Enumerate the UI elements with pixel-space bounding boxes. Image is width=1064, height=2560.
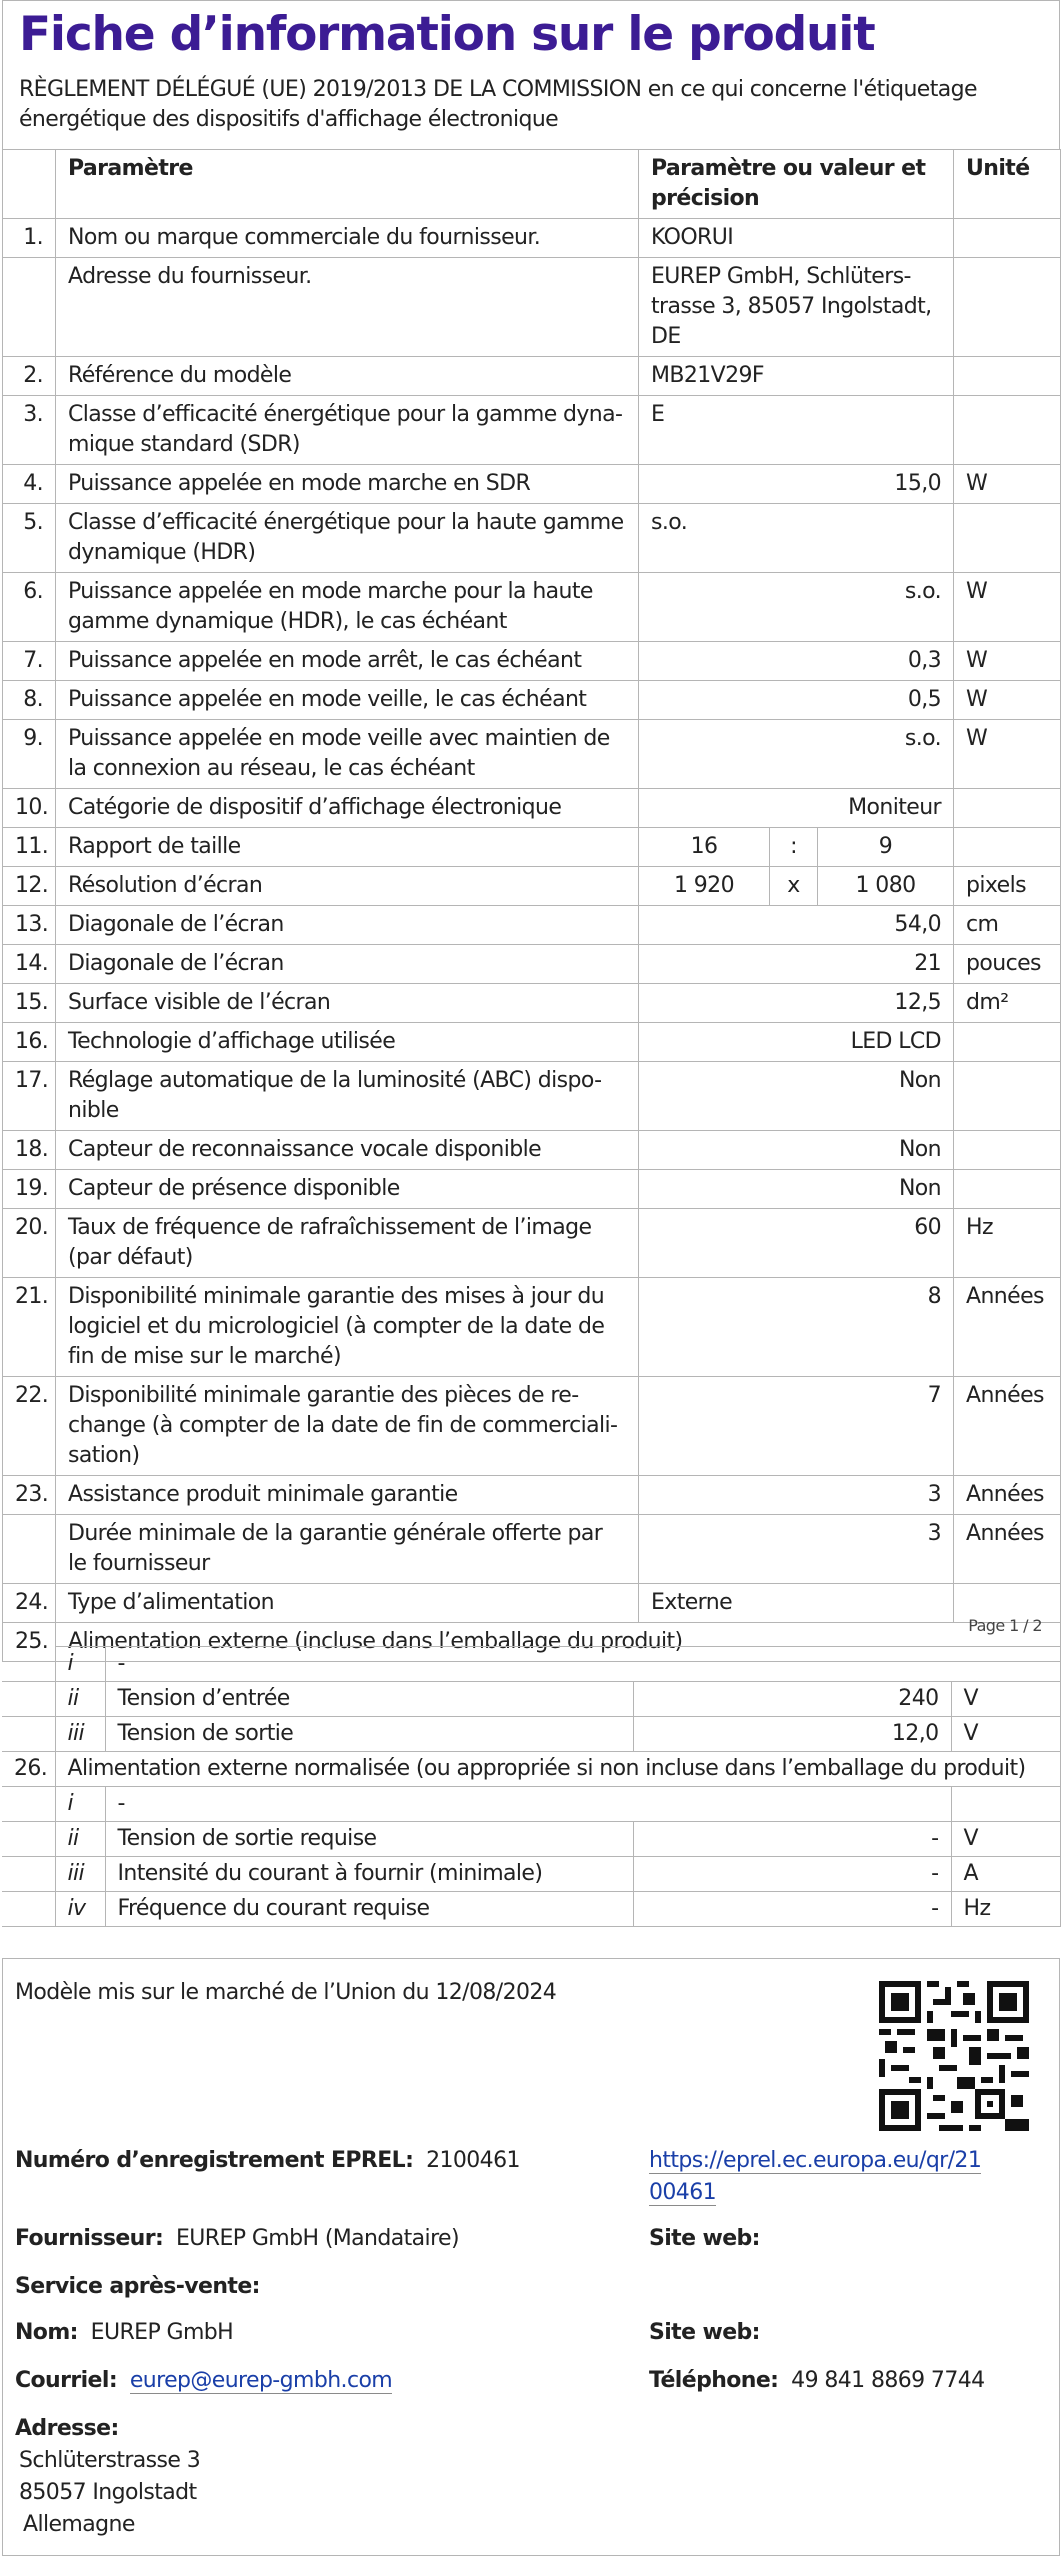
parameter-table — [2, 149, 1061, 1662]
table-row — [2, 1892, 1060, 1927]
sub-unit: V — [951, 1682, 1060, 1717]
table-row — [3, 1170, 1061, 1209]
table-row — [2, 1857, 1060, 1892]
row-unit: Années — [954, 1278, 1061, 1377]
sub-value: 12,0 — [633, 1717, 951, 1752]
header-unit: Unité — [954, 150, 1061, 219]
row-label: Référence du modèle — [56, 357, 639, 396]
sheet-header — [2, 0, 1060, 149]
row-value: Non — [639, 1062, 954, 1131]
row-unit: W — [954, 573, 1061, 642]
row-number — [3, 1515, 56, 1584]
market-date: Modèle mis sur le marché de l’Union du 12/08/2024 — [15, 1980, 557, 2005]
row-number: 22. — [3, 1377, 56, 1476]
row-label: Capteur de reconnaissance vocale disponible — [56, 1131, 639, 1170]
table-row — [3, 1377, 1061, 1476]
aspect-ratio-separator: : — [770, 828, 818, 867]
sub-unit — [951, 1787, 1060, 1822]
table-header-row — [3, 150, 1061, 219]
row-number: 5. — [3, 504, 56, 573]
spacer-cell — [2, 1787, 55, 1822]
table-row — [3, 720, 1061, 789]
row-unit: W — [954, 720, 1061, 789]
eprel-link[interactable]: https://eprel.ec.europa.eu/qr/21 — [649, 2148, 982, 2173]
spacer-cell — [2, 1892, 55, 1927]
row-number: 10. — [3, 789, 56, 828]
psu-included-table — [2, 1646, 1061, 1927]
row-unit: pixels — [954, 867, 1061, 906]
row-label: Puissance appelée en mode veille, le cas échéant — [56, 681, 639, 720]
row-unit — [954, 504, 1061, 573]
row-unit — [954, 258, 1061, 357]
table-row — [3, 573, 1061, 642]
supplier-info-box — [2, 1958, 1060, 2556]
supplier-value: EUREP GmbH (Mandataire) — [175, 2226, 459, 2251]
table-row — [2, 1647, 1060, 1682]
row-value: 0,5 — [639, 681, 954, 720]
row-number: 4. — [3, 465, 56, 504]
row-value: 21 — [639, 945, 954, 984]
table-row — [3, 867, 1061, 906]
row-label: Diagonale de l’écran — [56, 906, 639, 945]
spacer-cell — [2, 1822, 55, 1857]
spacer-cell — [2, 1857, 55, 1892]
address-line-city: 85057 Ingolstadt — [19, 2480, 197, 2505]
row-label: Diagonale de l’écran — [56, 945, 639, 984]
spacer-cell — [2, 1682, 55, 1717]
row-label: Classe d’efficacité énergétique pour la gamme dyna-mique standard (SDR) — [56, 396, 639, 465]
address-line-street: Schlüterstrasse 3 — [19, 2448, 201, 2473]
row-number: 21. — [3, 1278, 56, 1377]
row-value: 3 — [639, 1515, 954, 1584]
row-number: 17. — [3, 1062, 56, 1131]
spacer-cell — [2, 1717, 55, 1752]
address-block — [15, 2413, 200, 2541]
address-line-country: Allemagne — [23, 2512, 135, 2537]
sub-unit: V — [951, 1717, 1060, 1752]
row-value: 60 — [639, 1209, 954, 1278]
sub-index: i — [55, 1647, 105, 1682]
row-value: 8 — [639, 1278, 954, 1377]
supplier-row — [15, 2223, 459, 2255]
table-row — [3, 465, 1061, 504]
row-unit: dm² — [954, 984, 1061, 1023]
sub-index: ii — [55, 1822, 105, 1857]
supplier-label: Fournisseur: — [15, 2226, 164, 2251]
row-value: E — [639, 396, 954, 465]
table-row — [3, 1062, 1061, 1131]
sub-label: - — [105, 1647, 1060, 1682]
address-label: Adresse: — [15, 2416, 119, 2441]
sub-label: Tension de sortie — [105, 1717, 633, 1752]
row-label: Capteur de présence disponible — [56, 1170, 639, 1209]
email-link[interactable]: eurep@eurep-gmbh.com — [129, 2368, 393, 2393]
sub-label: Fréquence du courant requise — [105, 1892, 633, 1927]
eprel-link-continued[interactable]: 00461 — [649, 2180, 716, 2205]
product-info-sheet — [2, 0, 1060, 1662]
regulation-subtitle: RÈGLEMENT DÉLÉGUÉ (UE) 2019/2013 DE LA COMMISSION en ce qui concerne l'étiquetage énergétique des dispositifs d'affichage électronique — [19, 77, 977, 132]
table-row — [3, 828, 1061, 867]
row-number: 26. — [2, 1752, 55, 1787]
sub-label: - — [105, 1787, 951, 1822]
row-value: s.o. — [639, 573, 954, 642]
table-row — [3, 1515, 1061, 1584]
website-label-2 — [649, 2317, 760, 2349]
header-value: Paramètre ou valeur et précision — [639, 150, 954, 219]
sub-label: Tension de sortie requise — [105, 1822, 633, 1857]
row-number: 12. — [3, 867, 56, 906]
row-number: 9. — [3, 720, 56, 789]
eprel-label: Numéro d’enregistrement EPREL: — [15, 2148, 414, 2173]
row-number: 13. — [3, 906, 56, 945]
sub-value: - — [633, 1857, 951, 1892]
row-value: 0,3 — [639, 642, 954, 681]
row-number: 1. — [3, 219, 56, 258]
row-value: 12,5 — [639, 984, 954, 1023]
row-unit: Années — [954, 1515, 1061, 1584]
resolution-height: 1 080 — [818, 867, 954, 906]
sub-index: iii — [55, 1857, 105, 1892]
phone-value: 49 841 8869 7744 — [791, 2368, 985, 2393]
sub-unit: Hz — [951, 1892, 1060, 1927]
row-value: MB21V29F — [639, 357, 954, 396]
row-value: Non — [639, 1131, 954, 1170]
row-number: 25. — [3, 1623, 56, 1662]
sub-index: iii — [55, 1717, 105, 1752]
name-value: EUREP GmbH — [90, 2320, 234, 2345]
name-label: Nom: — [15, 2320, 78, 2345]
row-label: Disponibilité minimale garantie des pièces de re-change (à compter de la date de fin de commerciali-sation) — [56, 1377, 639, 1476]
table-row — [3, 1476, 1061, 1515]
row-number: 19. — [3, 1170, 56, 1209]
aspect-ratio-width: 16 — [639, 828, 770, 867]
table-row — [3, 1023, 1061, 1062]
row-label: Durée minimale de la garantie générale offerte par le fournisseur — [56, 1515, 639, 1584]
service-label — [15, 2271, 260, 2303]
sub-value: - — [633, 1892, 951, 1927]
row-label: Type d’alimentation — [56, 1584, 639, 1623]
row-value: EUREP GmbH, Schlüters-trasse 3, 85057 Ingolstadt, DE — [639, 258, 954, 357]
row-label: Puissance appelée en mode marche pour la haute gamme dynamique (HDR), le cas échéant — [56, 573, 639, 642]
sub-label: Intensité du courant à fournir (minimale) — [105, 1857, 633, 1892]
sub-value: 240 — [633, 1682, 951, 1717]
row-unit — [954, 789, 1061, 828]
row-unit — [954, 1023, 1061, 1062]
row-value: 54,0 — [639, 906, 954, 945]
table-row — [2, 1752, 1060, 1787]
row-number: 6. — [3, 573, 56, 642]
phone-label: Téléphone: — [649, 2368, 779, 2393]
row-label: Technologie d’affichage utilisée — [56, 1023, 639, 1062]
eprel-link-block — [649, 2145, 981, 2209]
sub-index: iv — [55, 1892, 105, 1927]
table-row — [3, 219, 1061, 258]
email-row — [15, 2365, 392, 2397]
row-unit: W — [954, 681, 1061, 720]
row-label: Puissance appelée en mode arrêt, le cas échéant — [56, 642, 639, 681]
table-row — [3, 984, 1061, 1023]
table-row — [3, 789, 1061, 828]
row-value: Externe — [639, 1584, 954, 1623]
header-num-cell — [3, 150, 56, 219]
email-label: Courriel: — [15, 2368, 118, 2393]
qr-code[interactable] — [879, 1981, 1029, 2131]
row-unit — [954, 1170, 1061, 1209]
row-value: 15,0 — [639, 465, 954, 504]
sub-unit: A — [951, 1857, 1060, 1892]
row-label: Puissance appelée en mode marche en SDR — [56, 465, 639, 504]
row-value: Moniteur — [639, 789, 954, 828]
row-label: Alimentation externe (incluse dans l’emballage du produit) — [56, 1623, 1061, 1662]
row-value: s.o. — [639, 504, 954, 573]
sub-unit: V — [951, 1822, 1060, 1857]
name-row — [15, 2317, 233, 2349]
row-number: 14. — [3, 945, 56, 984]
row-label: Nom ou marque commerciale du fournisseur. — [56, 219, 639, 258]
row-unit: Années — [954, 1476, 1061, 1515]
row-number: 18. — [3, 1131, 56, 1170]
row-unit: Années — [954, 1377, 1061, 1476]
phone-row — [649, 2365, 985, 2397]
row-unit: W — [954, 465, 1061, 504]
row-number: 3. — [3, 396, 56, 465]
eprel-row — [15, 2145, 520, 2177]
table-row — [3, 396, 1061, 465]
row-unit — [954, 396, 1061, 465]
resolution-separator: x — [770, 867, 818, 906]
table-row — [3, 1131, 1061, 1170]
row-unit: cm — [954, 906, 1061, 945]
row-label: Réglage automatique de la luminosité (ABC) dispo-nible — [56, 1062, 639, 1131]
row-label: Résolution d’écran — [56, 867, 639, 906]
row-label: Classe d’efficacité énergétique pour la haute gamme dynamique (HDR) — [56, 504, 639, 573]
row-value: KOORUI — [639, 219, 954, 258]
row-unit — [954, 357, 1061, 396]
page-number: Page 1 / 2 — [968, 1616, 1042, 1635]
row-label: Puissance appelée en mode veille avec maintien de la connexion au réseau, le cas échéant — [56, 720, 639, 789]
row-number: 11. — [3, 828, 56, 867]
header-parameter: Paramètre — [56, 150, 639, 219]
eprel-number: 2100461 — [426, 2148, 520, 2173]
row-number: 23. — [3, 1476, 56, 1515]
sub-index: i — [55, 1787, 105, 1822]
sub-value: - — [633, 1822, 951, 1857]
row-label: Assistance produit minimale garantie — [56, 1476, 639, 1515]
row-number: 24. — [3, 1584, 56, 1623]
row-number: 16. — [3, 1023, 56, 1062]
row-number: 7. — [3, 642, 56, 681]
resolution-width: 1 920 — [639, 867, 770, 906]
spacer-cell — [2, 1647, 55, 1682]
row-value: LED LCD — [639, 1023, 954, 1062]
row-label: Catégorie de dispositif d’affichage électronique — [56, 789, 639, 828]
website-label-text: Site web: — [649, 2320, 760, 2345]
aspect-ratio-height: 9 — [818, 828, 954, 867]
row-unit: Hz — [954, 1209, 1061, 1278]
row-label: Rapport de taille — [56, 828, 639, 867]
table-row — [2, 1822, 1060, 1857]
table-row — [3, 504, 1061, 573]
row-label: Disponibilité minimale garantie des mises à jour du logiciel et du micrologiciel (à compter de la date de fin de mise sur le marché) — [56, 1278, 639, 1377]
row-value: 7 — [639, 1377, 954, 1476]
page-title: Fiche d’information sur le produit — [19, 7, 875, 62]
table-row — [3, 357, 1061, 396]
row-unit — [954, 828, 1061, 867]
row-value: Non — [639, 1170, 954, 1209]
row-label: Surface visible de l’écran — [56, 984, 639, 1023]
row-label: Taux de fréquence de rafraîchissement de l’image (par défaut) — [56, 1209, 639, 1278]
row-label: Adresse du fournisseur. — [56, 258, 639, 357]
website-label-1 — [649, 2223, 760, 2255]
sub-index: ii — [55, 1682, 105, 1717]
row-value: s.o. — [639, 720, 954, 789]
row-number: 20. — [3, 1209, 56, 1278]
power-supply-section — [2, 1646, 1060, 1927]
row-unit: pouces — [954, 945, 1061, 984]
row-number: 2. — [3, 357, 56, 396]
row-unit: W — [954, 642, 1061, 681]
table-row — [3, 1278, 1061, 1377]
table-row — [2, 1682, 1060, 1717]
row-unit — [954, 1062, 1061, 1131]
table-row — [3, 642, 1061, 681]
table-row — [3, 1584, 1061, 1623]
table-row — [2, 1717, 1060, 1752]
row-number: 15. — [3, 984, 56, 1023]
service-label-text: Service après-vente: — [15, 2274, 260, 2299]
table-row — [3, 681, 1061, 720]
row-label: Alimentation externe normalisée (ou appropriée si non incluse dans l’emballage du produit) — [55, 1752, 1060, 1787]
table-row — [3, 906, 1061, 945]
row-unit — [954, 1131, 1061, 1170]
row-number — [3, 258, 56, 357]
row-number: 8. — [3, 681, 56, 720]
sub-label: Tension d’entrée — [105, 1682, 633, 1717]
table-row — [3, 258, 1061, 357]
table-row — [3, 945, 1061, 984]
row-unit — [954, 219, 1061, 258]
website-label-text: Site web: — [649, 2226, 760, 2251]
table-row — [3, 1209, 1061, 1278]
table-row — [2, 1787, 1060, 1822]
row-value: 3 — [639, 1476, 954, 1515]
